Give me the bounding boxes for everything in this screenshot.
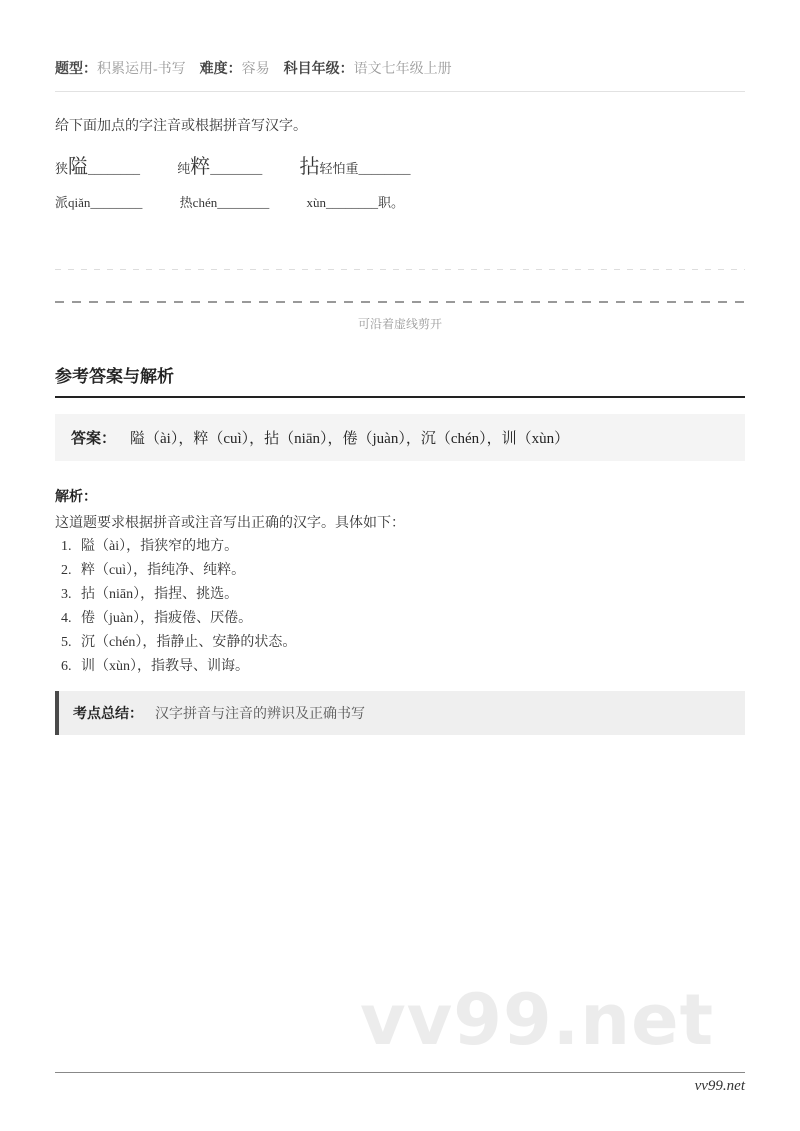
answer-blank: ________	[217, 195, 270, 210]
analysis-label: 解析：	[55, 488, 97, 504]
char-normal: 职。	[377, 195, 404, 210]
summary-text: 汉字拼音与注音的辨识及正确书写	[155, 707, 365, 722]
answer-box	[55, 414, 745, 461]
meta-subject-value: 语文七年级上册	[353, 62, 452, 77]
analysis-list	[55, 535, 745, 679]
pinyin-text: qiǎn	[68, 195, 91, 210]
exercise-item-xia-ai	[55, 150, 140, 179]
analysis-item: 5. 沉（chén），指静止、安静的状态。	[75, 631, 745, 655]
answer-blank: ________	[90, 195, 143, 210]
cut-dashed-line-light	[55, 269, 745, 270]
pinyin-text: chén	[192, 195, 218, 210]
answer-blank: ________	[358, 161, 411, 176]
char-normal: 轻怕重	[319, 161, 359, 176]
question-meta-header	[55, 0, 745, 92]
char-normal: 狭	[55, 161, 69, 176]
exercise-item-re-chen	[180, 192, 270, 211]
question-prompt: 给下面加点的字注音或根据拼音写汉字。	[55, 119, 307, 134]
char-emphasized: 粹	[190, 156, 211, 178]
answer-text: 隘（ài），粹（cuì），拈（niān），倦（juàn），沉（chén），训（xùn）	[130, 431, 570, 447]
char-emphasized: 拈	[299, 156, 320, 178]
exercise-row-2	[55, 192, 745, 211]
exercise-row-1	[55, 150, 745, 179]
analysis-item: 1. 隘（ài），指狭窄的地方。	[75, 535, 745, 559]
analysis-intro: 这道题要求根据拼音或注音写出正确的汉字。具体如下：	[55, 516, 405, 531]
char-normal: 纯	[177, 161, 191, 176]
key-point-summary-box	[55, 691, 745, 735]
exercise-item-xun-zhi	[306, 192, 404, 211]
meta-type-value: 积累运用-书写	[97, 62, 186, 77]
analysis-item: 2. 粹（cuì），指纯净、纯粹。	[75, 559, 745, 583]
analysis-item: 6. 训（xùn），指教导、训诲。	[75, 655, 745, 679]
char-normal: 派	[55, 195, 69, 210]
answer-blank: ________	[88, 161, 141, 176]
cut-line-caption: 可沿着虚线剪开	[357, 317, 442, 331]
char-emphasized: 隘	[68, 156, 89, 178]
meta-difficulty-value: 容易	[241, 62, 270, 77]
answer-blank: ________	[210, 161, 263, 176]
pinyin-text: xùn	[306, 195, 326, 210]
footer-divider	[55, 1072, 745, 1073]
exercise-item-chun-cui	[177, 150, 262, 179]
exercise-item-pai-qian	[55, 192, 142, 211]
analysis-item: 3. 拈（niān），指捏、挑选。	[75, 583, 745, 607]
footer-site-name: vv99.net	[694, 1078, 745, 1094]
cut-dashed-line-dark	[55, 301, 745, 303]
site-watermark: vv99.net	[360, 979, 715, 1061]
meta-subject-label: 科目年级：	[283, 60, 354, 76]
char-normal: 热	[179, 195, 193, 210]
meta-type-label: 题型：	[55, 60, 97, 76]
answer-blank: ________	[325, 195, 378, 210]
answer-section-heading: 参考答案与解析	[55, 362, 745, 398]
exercise-item-nian-qing-pa-zhong	[300, 150, 411, 179]
summary-label: 考点总结：	[73, 705, 143, 721]
analysis-item: 4. 倦（juàn），指疲倦、厌倦。	[75, 607, 745, 631]
meta-difficulty-label: 难度：	[199, 60, 242, 76]
answer-label: 答案：	[71, 430, 117, 447]
